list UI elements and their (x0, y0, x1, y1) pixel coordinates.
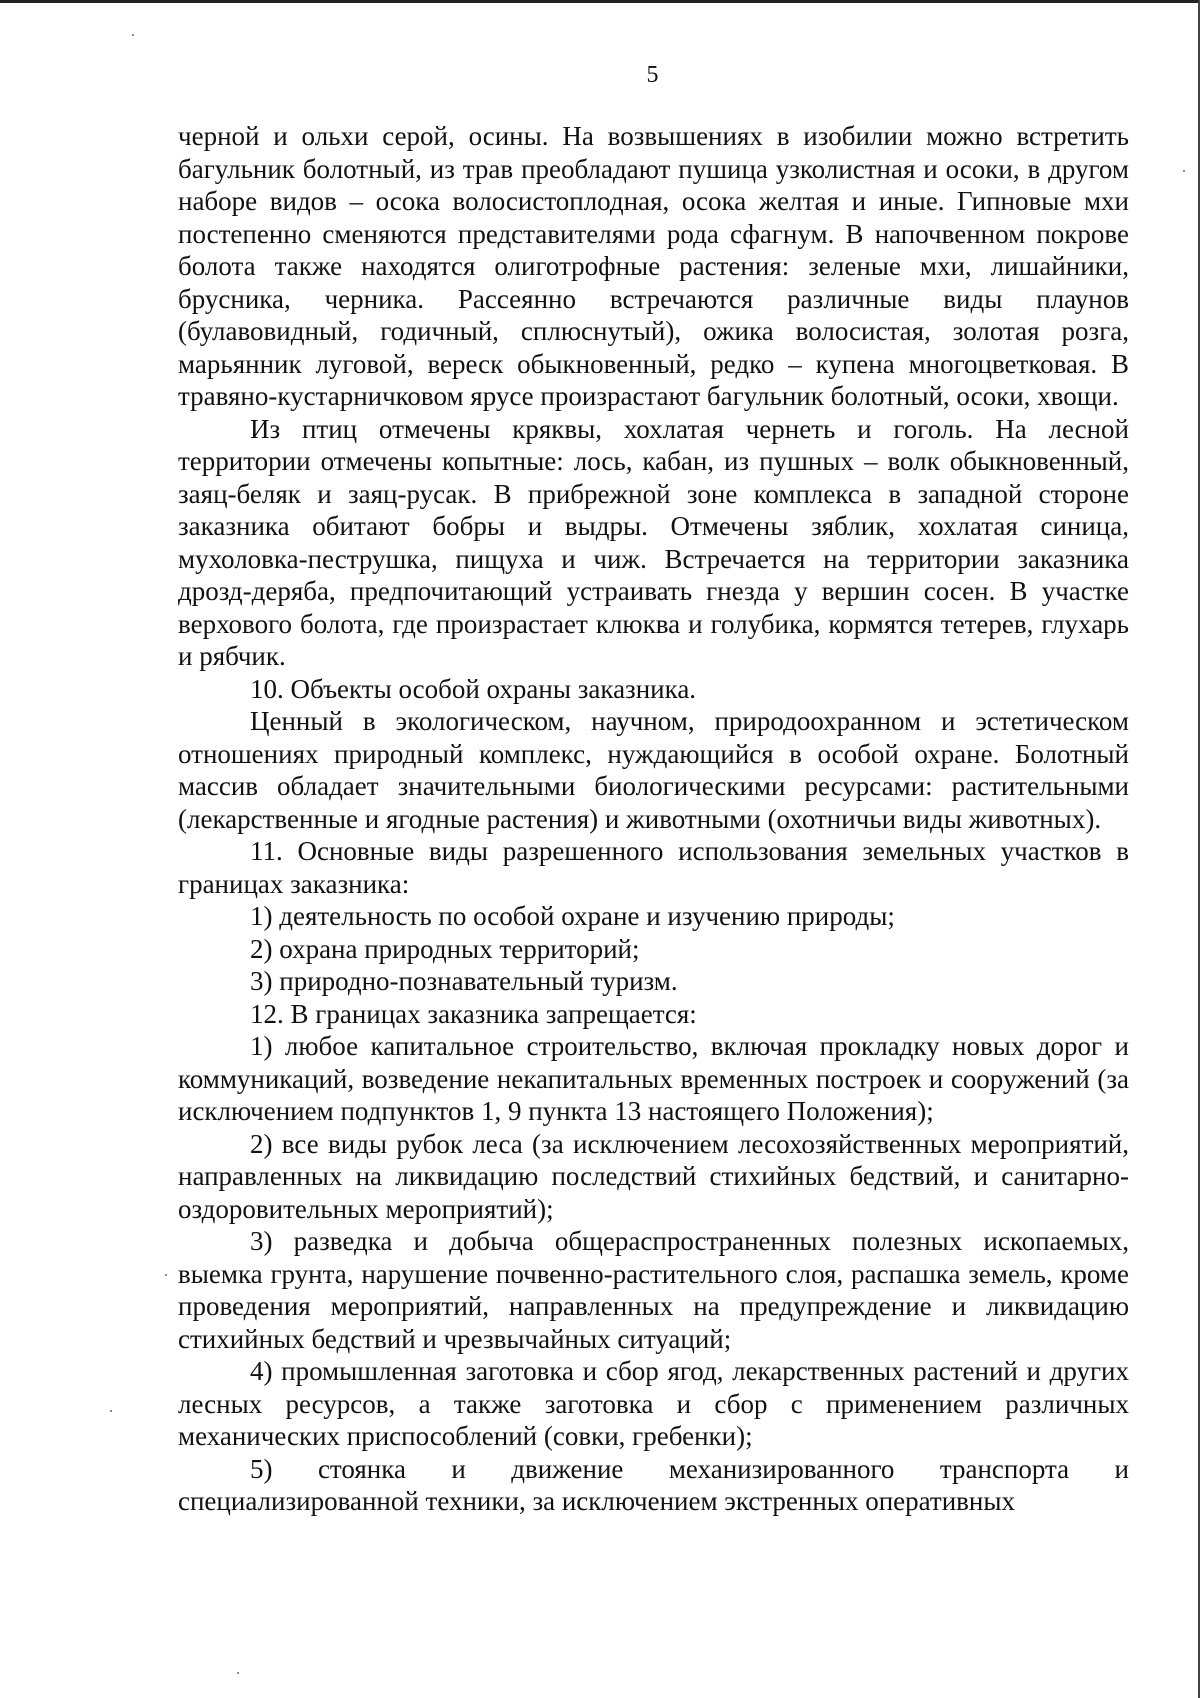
paragraph: Из птиц отмечены кряквы, хохлатая чернеть и гоголь. На лесной территории отмечены копытные: лось, кабан, из пушных – волк обыкновенный, заяц-беляк и заяц-русак. В прибрежной зоне комплекса в западной стороне заказника обитают бобры и выдры. Отмечены зяблик, хохлатая синица, мухоловка-пеструшка, пищуха и чиж. Встречается на территории заказника дрозд-деряба, предпочитающий устраивать гнезда у вершин сосен. В участке верхового болота, где произрастает клюква и голубика, кормятся тетерев, глухарь и рябчик. (178, 413, 1129, 671)
document-body (178, 120, 1129, 1518)
scan-speck (110, 1410, 112, 1412)
list-item: 1) любое капитальное строительство, включая прокладку новых дорог и коммуникаций, возведение некапитальных временных построек и сооружений (за исключением подпунктов 1, 9 пункта 13 настоящего Положения); (178, 1031, 1129, 1126)
section-heading: 12. В границах заказника запрещается: (250, 998, 697, 1029)
paragraph: Ценный в экологическом, научном, природоохранном и эстетическом отношениях природный комплекс, нуждающийся в особой охране. Болотный массив обладает значительными биологическими ресурсами: растительными (лекарственные и ягодные растения) и животными (охотничьи виды животных). (178, 706, 1129, 834)
scan-speck (237, 1672, 239, 1674)
scan-speck (165, 1274, 167, 1276)
list-item: 2) все виды рубок леса (за исключением лесохозяйственных мероприятий, направленных на ликвидацию последствий стихийных бедствий, и санитарно-оздоровительных мероприятий); (178, 1128, 1129, 1224)
list-item: 4) промышленная заготовка и сбор ягод, лекарственных растений и других лесных ресурсов, а также заготовка и сбор с применением различных механических приспособлений (совки, гребенки); (178, 1356, 1129, 1451)
section-heading: 11. Основные виды разрешенного использования земельных участков в границах заказника: (178, 836, 1129, 899)
page-number: 5 (646, 62, 659, 88)
list-item: 1) деятельность по особой охране и изучению природы; (250, 901, 895, 931)
paragraph: черной и ольхи серой, осины. На возвышениях в изобилии можно встретить багульник болотный, из трав преобладают пушица узколистная и осоки, в другом наборе видов – осока волосистоплодная, осока желтая и иные. Гипновые мхи постепенно сменяются представителями рода сфагнум. В напочвенном покрове болота также находятся олиготрофные растения: зеленые мхи, лишайники, брусника, черника. Рассеянно встречаются различные виды плаунов (булавовидный, годичный, сплюснутый), ожика волосистая, золотая розга, марьянник луговой, вереск обыкновенный, редко – купена многоцветковая. В травяно-кустарничковом ярусе произрастают багульник болотный, осоки, хвощи. (178, 121, 1129, 411)
list-item: 2) охрана природных территорий; (250, 933, 640, 964)
section-heading: 10. Объекты особой охраны заказника. (250, 673, 697, 704)
page-top-edge (0, 0, 1200, 3)
scan-speck (132, 34, 134, 36)
scan-speck (1183, 170, 1185, 172)
list-item: 3) природно-познавательный туризм. (250, 966, 678, 996)
list-item: 5) стоянка и движение механизированного транспорта и специализированной техники, за исключением экстренных оперативных (178, 1453, 1129, 1516)
list-item: 3) разведка и добыча общераспространенных полезных ископаемых, выемка грунта, нарушение почвенно-растительного слоя, распашка земель, кроме проведения мероприятий, направленных на предупреждение и ликвидацию стихийных бедствий и чрезвычайных ситуаций; (178, 1226, 1129, 1354)
